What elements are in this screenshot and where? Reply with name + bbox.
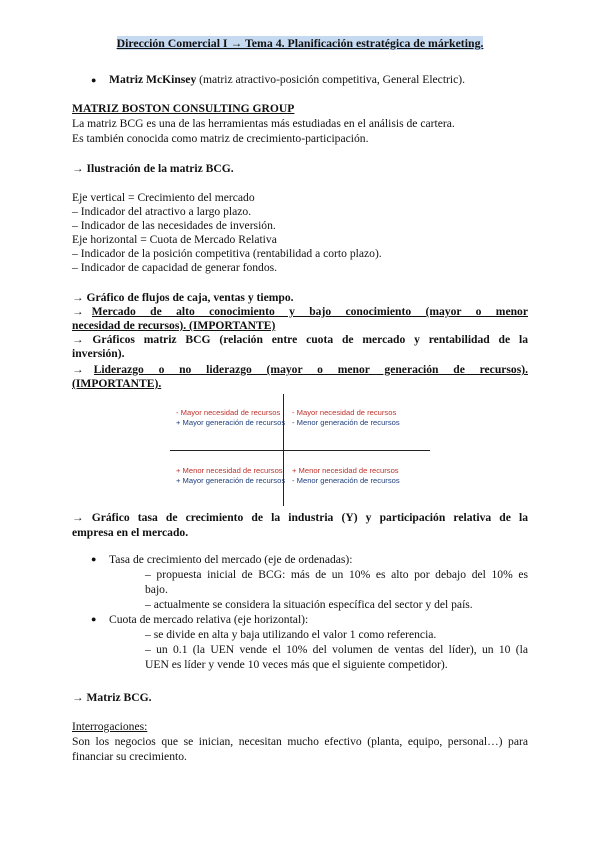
- interrogaciones-line: Son los negocios que se inician, necesitan mucho efectivo (planta, equipo, personal…) para: [72, 735, 528, 748]
- share-sub: – un 0.1 (la UEN vende el 10% del volumen de ventas del líder), un 10 (la: [145, 643, 528, 656]
- growth-sub: – propuesta inicial de BCG: más de un 10% es alto por debajo del 10% es: [145, 568, 528, 581]
- matrix-cell-line: - Mayor necesidad de recursos: [292, 408, 397, 417]
- graph-line: (IMPORTANTE).: [72, 377, 162, 390]
- matrix-cell-line: - Menor generación de recursos: [292, 475, 400, 485]
- bcg-intro-line: Es también conocida como matriz de crecimiento-participación.: [72, 132, 369, 145]
- rate-graph-heading: → Gráfico tasa de crecimiento de la industria (Y) y participación relativa de la: [72, 511, 528, 524]
- graph-line: [72, 304, 528, 319]
- graph-line: [72, 362, 528, 377]
- matrix-cell-line: + Menor necesidad de recursos: [292, 466, 399, 475]
- page-header: [0, 36, 600, 51]
- growth-label: Tasa de crecimiento del mercado (eje de ordenadas):: [109, 553, 353, 566]
- share-sub: UEN es líder y vende 10 veces más que el siguiente competidor).: [145, 658, 448, 671]
- bcg-heading: MATRIZ BOSTON CONSULTING GROUP: [72, 102, 295, 115]
- bcg-intro-line: La matriz BCG es una de las herramientas más estudiadas en el análisis de cartera.: [72, 117, 455, 130]
- matrix-cell-line: + Mayor generación de recursos: [176, 475, 286, 485]
- matrix-cell-line: - Menor generación de recursos: [292, 417, 400, 427]
- graph-line-text: Mercado de alto conocimiento y bajo conocimiento (mayor o menor: [91, 305, 528, 318]
- illustration-heading: → Ilustración de la matriz BCG.: [72, 162, 234, 175]
- bullet-icon: ●: [91, 554, 97, 564]
- interrogaciones-heading: Interrogaciones:: [72, 720, 148, 733]
- matrix-cell-line: + Mayor generación de recursos: [176, 417, 286, 427]
- illustration-line: – Indicador del atractivo a largo plazo.: [72, 205, 252, 218]
- mckinsey-item: [109, 72, 465, 87]
- graph-line: → Gráficos matriz BCG (relación entre cuota de mercado y rentabilidad de la: [72, 333, 528, 346]
- mckinsey-label: Matriz McKinsey: [109, 73, 197, 86]
- bcg-resource-matrix: [170, 394, 430, 506]
- mckinsey-text: (matriz atractivo-posición competitiva, General Electric).: [196, 73, 466, 86]
- illustration-line: Eje vertical = Crecimiento del mercado: [72, 191, 255, 204]
- matrix-cell-line: - Mayor necesidad de recursos: [176, 408, 281, 417]
- graph-line-text: Liderazgo o no liderazgo (mayor o menor generación de recursos).: [93, 363, 528, 376]
- bullet-icon: ●: [91, 75, 97, 85]
- header-title: Dirección Comercial I → Tema 4. Planificación estratégica de márketing.: [116, 36, 484, 50]
- matrix-cell-top-left: [176, 408, 285, 427]
- graph-line: inversión).: [72, 347, 125, 360]
- interrogaciones-line: financiar su crecimiento.: [72, 750, 187, 763]
- matrix-divider: [170, 450, 430, 451]
- share-label: Cuota de mercado relativa (eje horizontal):: [109, 613, 309, 626]
- illustration-line: – Indicador de las necesidades de inversión.: [72, 219, 276, 232]
- graph-line: necesidad de recursos). (IMPORTANTE): [72, 319, 276, 332]
- illustration-line: – Indicador de la posición competitiva (rentabilidad a corto plazo).: [72, 247, 382, 260]
- bullet-icon: ●: [91, 614, 97, 624]
- illustration-line: Eje horizontal = Cuota de Mercado Relativa: [72, 233, 277, 246]
- matrix-cell-line: + Menor necesidad de recursos: [176, 466, 283, 475]
- illustration-line: – Indicador de capacidad de generar fondos.: [72, 261, 278, 274]
- arrow-icon: →: [72, 305, 84, 318]
- bcg-matrix-heading: → Matriz BCG.: [72, 691, 152, 704]
- arrow-icon: →: [72, 363, 84, 376]
- growth-sub: bajo.: [145, 583, 168, 596]
- graph-line: → Gráfico de flujos de caja, ventas y tiempo.: [72, 291, 294, 304]
- growth-sub: – actualmente se considera la situación específica del sector y del país.: [145, 598, 473, 611]
- matrix-cell-bottom-right: [292, 466, 400, 485]
- rate-graph-heading: empresa en el mercado.: [72, 526, 189, 539]
- share-sub: – se divide en alta y baja utilizando el valor 1 como referencia.: [145, 628, 437, 641]
- matrix-cell-top-right: [292, 408, 400, 427]
- matrix-cell-bottom-left: [176, 466, 285, 485]
